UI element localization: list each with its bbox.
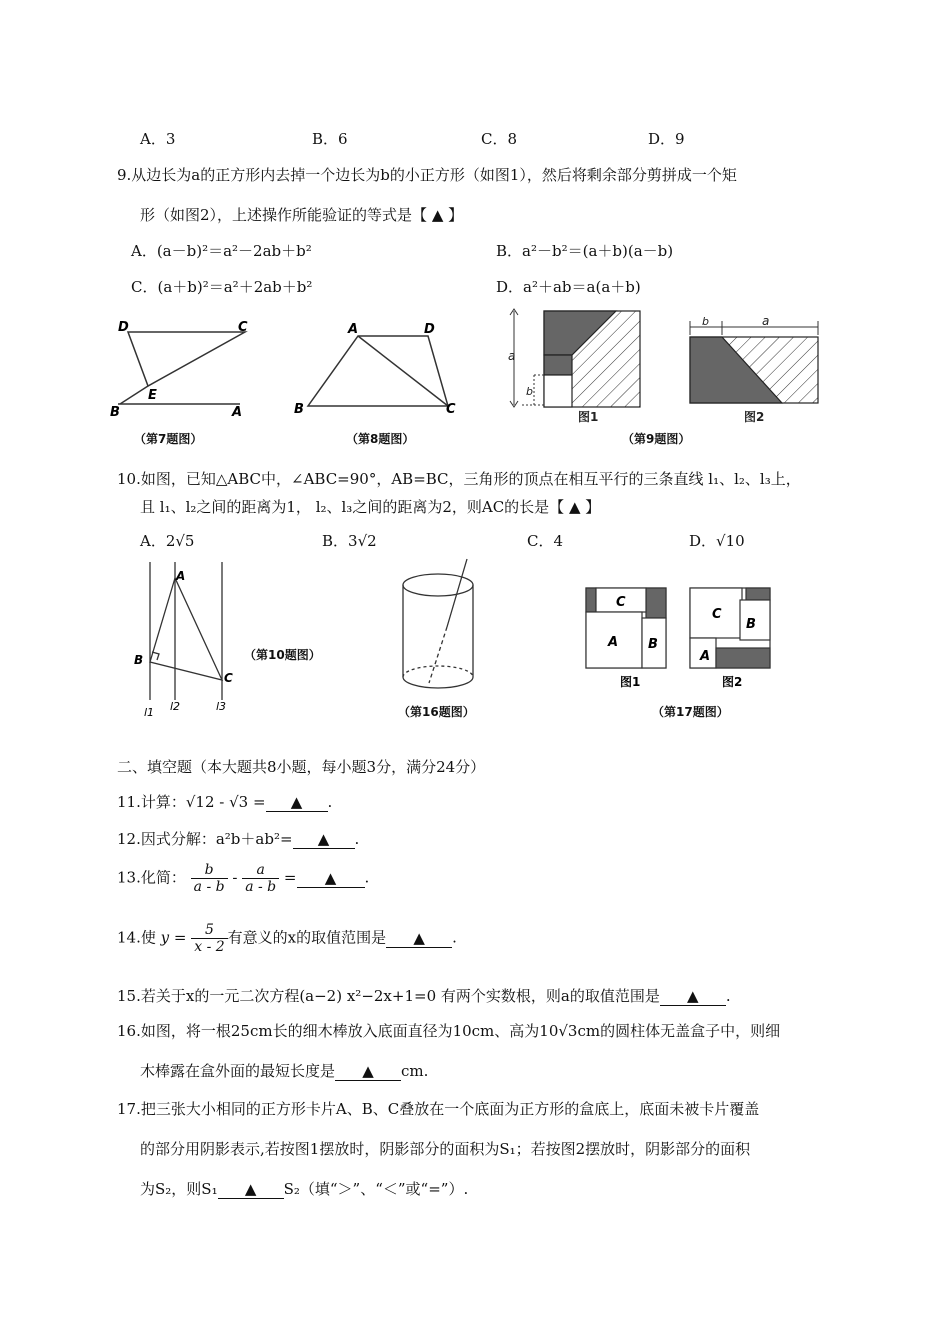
q10-line2: 且 l₁、l₂之间的距离为1， l₂、l₃之间的距离为2，则AC的长是【 ▲ 】 xyxy=(140,498,601,516)
fig7-caption: （第7题图） xyxy=(134,432,203,446)
fig9-label-a: a xyxy=(508,349,516,363)
figure-10 xyxy=(128,560,238,725)
fig8-label-c: C xyxy=(446,402,456,417)
q13-frac1 xyxy=(191,862,228,895)
q13-n1: b xyxy=(191,862,228,879)
fig10-label-l1: l1 xyxy=(144,706,155,719)
q16-line2-text: 木棒露在盒外面的最短长度是 xyxy=(140,1062,336,1080)
q13-frac2 xyxy=(242,862,279,895)
figure-8 xyxy=(290,316,465,420)
q11: 11.计算：√12 - √3 = ▲ . xyxy=(117,793,333,811)
fig7-label-d: D xyxy=(118,320,129,335)
q8-choice-a: A．3 xyxy=(140,130,176,148)
fig9-sub1: 图1 xyxy=(578,410,599,424)
fig16-caption: （第16题图） xyxy=(398,705,475,719)
q8-choice-c: C．8 xyxy=(481,130,518,148)
fig8-label-d: D xyxy=(424,322,435,337)
fig9-label-b: b xyxy=(526,385,533,398)
fig8-caption: （第8题图） xyxy=(346,432,415,446)
q16-line1b: cm的圆柱体无盖盒子中，则细 xyxy=(577,1022,781,1040)
fig17-caption: （第17题图） xyxy=(652,705,729,719)
q8-choice-b: B．6 xyxy=(312,130,348,148)
fig10-caption: （第10题图） xyxy=(244,648,321,662)
fig17-sub1: 图1 xyxy=(620,675,641,689)
fig9-caption: （第9题图） xyxy=(622,432,691,446)
fig10-label-c: C xyxy=(224,671,233,685)
q16-blank[interactable]: ▲ xyxy=(335,1062,401,1081)
fig7-label-c: C xyxy=(238,320,248,335)
fig8-label-a: A xyxy=(348,322,359,337)
fig17-label-b1: B xyxy=(648,637,658,652)
fig17-label-c2: C xyxy=(712,607,722,622)
fig9-label-a2: a xyxy=(762,314,770,328)
q10-choice-d: D．√10 xyxy=(689,532,745,550)
q9-choice-c: C．(a＋b)²＝a²＋2ab＋b² xyxy=(131,278,313,296)
q16-radical: 10√3 xyxy=(539,1022,578,1040)
q14-den: x - 2 xyxy=(194,939,225,955)
fig10-label-l3: l3 xyxy=(216,700,227,713)
q13-prefix: 13.化简： xyxy=(117,868,186,887)
q9-choice-d: D．a²＋ab＝a(a＋b) xyxy=(496,278,641,296)
fig17-label-a2: A xyxy=(700,649,711,664)
q14-blank[interactable]: ▲ xyxy=(386,929,452,948)
q14: 14.使 y = $\frac{5}{x - 2}$ 有意义的x的取值范围是 ▲ . xyxy=(117,922,457,955)
fig17-label-a1: A xyxy=(608,635,619,650)
q17-line3a: 为S₂，则S₁ xyxy=(140,1180,218,1198)
fig10-label-l2: l2 xyxy=(170,700,181,713)
q9-choice-a: A．(a－b)²＝a²－2ab＋b² xyxy=(131,242,312,260)
q13-n2: a xyxy=(242,862,279,879)
q9-line1: 9.从边长为a的正方形内去掉一个边长为b的小正方形（如图1），然后将剩余部分剪拼成一个矩 xyxy=(117,166,737,184)
q17-line3b: S₂（填“＞”、“＜”或“=”）. xyxy=(283,1180,469,1198)
q14-suffix: 有意义的x的取值范围是 xyxy=(227,928,387,947)
q8-choice-d: D．9 xyxy=(648,130,685,148)
q9-choice-b: B．a²－b²＝(a＋b)(a－b) xyxy=(496,242,674,260)
q17-blank[interactable]: ▲ xyxy=(218,1180,284,1199)
figure-17 xyxy=(580,582,780,692)
q16-line1 xyxy=(117,1020,780,1041)
q15: 15.若关于x的一元二次方程(a−2) x²−2x+1=0 有两个实数根，则a的取值范围是 ▲ . xyxy=(117,987,731,1005)
q14-prefix: 14.使 xyxy=(117,928,156,947)
q14-frac xyxy=(191,922,227,955)
q15-text: 15.若关于x的一元二次方程(a−2) x²−2x+1=0 有两个实数根，则a的取值范围是 xyxy=(117,987,660,1005)
q13-d2: a - b xyxy=(245,879,277,895)
q11-expr: √12 - √3 = xyxy=(185,793,266,811)
q14-num: 5 xyxy=(191,922,227,939)
fig17-sub2: 图2 xyxy=(722,675,743,689)
q14-y: y = xyxy=(160,928,187,947)
figure-7 xyxy=(110,316,260,420)
fig7-label-a: A xyxy=(232,405,243,420)
fig7-label-e: E xyxy=(148,388,157,403)
fig10-label-a: A xyxy=(176,569,186,583)
q16-unit: cm. xyxy=(401,1062,429,1080)
fig17-label-c1: C xyxy=(616,595,626,610)
q17-line3 xyxy=(140,1178,468,1199)
q12-text: 12.因式分解：a²b＋ab²= xyxy=(117,830,293,848)
q11-prefix: 11.计算： xyxy=(117,793,186,811)
section2-heading: 二、填空题（本大题共8小题，每小题3分，满分24分） xyxy=(117,758,486,776)
q10-choice-b: B．3√2 xyxy=(322,532,377,550)
fig8-label-b: B xyxy=(294,402,304,417)
q17-line1: 17.把三张大小相同的正方形卡片A、B、C叠放在一个底面为正方形的盒底上，底面未被卡片覆盖 xyxy=(117,1100,760,1118)
fig7-label-b: B xyxy=(110,405,120,420)
q12: 12.因式分解：a²b＋ab²= ▲ . xyxy=(117,830,360,848)
q11-blank[interactable]: ▲ xyxy=(266,793,328,812)
q15-blank[interactable]: ▲ xyxy=(660,987,726,1006)
q16-line2 xyxy=(140,1060,428,1081)
fig17-label-b2: B xyxy=(746,617,756,632)
q9-line2: 形（如图2），上述操作所能验证的等式是【 ▲ 】 xyxy=(140,206,464,224)
q10-line1: 10.如图，已知△ABC中，∠ABC=90°，AB=BC，三角形的顶点在相互平行的三条直线 l₁、l₂、l₃上， xyxy=(117,470,801,488)
q10-choice-a: A．2√5 xyxy=(140,532,195,550)
q13-blank[interactable]: ▲ xyxy=(297,869,365,888)
fig10-label-b: B xyxy=(134,653,144,667)
q12-blank[interactable]: ▲ xyxy=(293,830,355,849)
fig9-sub2: 图2 xyxy=(744,410,765,424)
figure-16 xyxy=(395,555,495,695)
q10-choice-c: C．4 xyxy=(527,532,564,550)
fig9-label-b2: b xyxy=(702,315,709,328)
q17-line2: 的部分用阴影表示,若按图1摆放时，阴影部分的面积为S₁；若按图2摆放时，阴影部分的面积 xyxy=(140,1140,751,1158)
figure-9 xyxy=(500,305,835,425)
q16-line1a: 16.如图，将一根25cm长的细木棒放入底面直径为10cm、高为 xyxy=(117,1022,540,1040)
q13: 13.化简： $\frac{b}{a - b}$ - $\frac{a}{a - b}$ = ▲ . xyxy=(117,862,370,895)
q13-d1: a - b xyxy=(193,879,225,895)
